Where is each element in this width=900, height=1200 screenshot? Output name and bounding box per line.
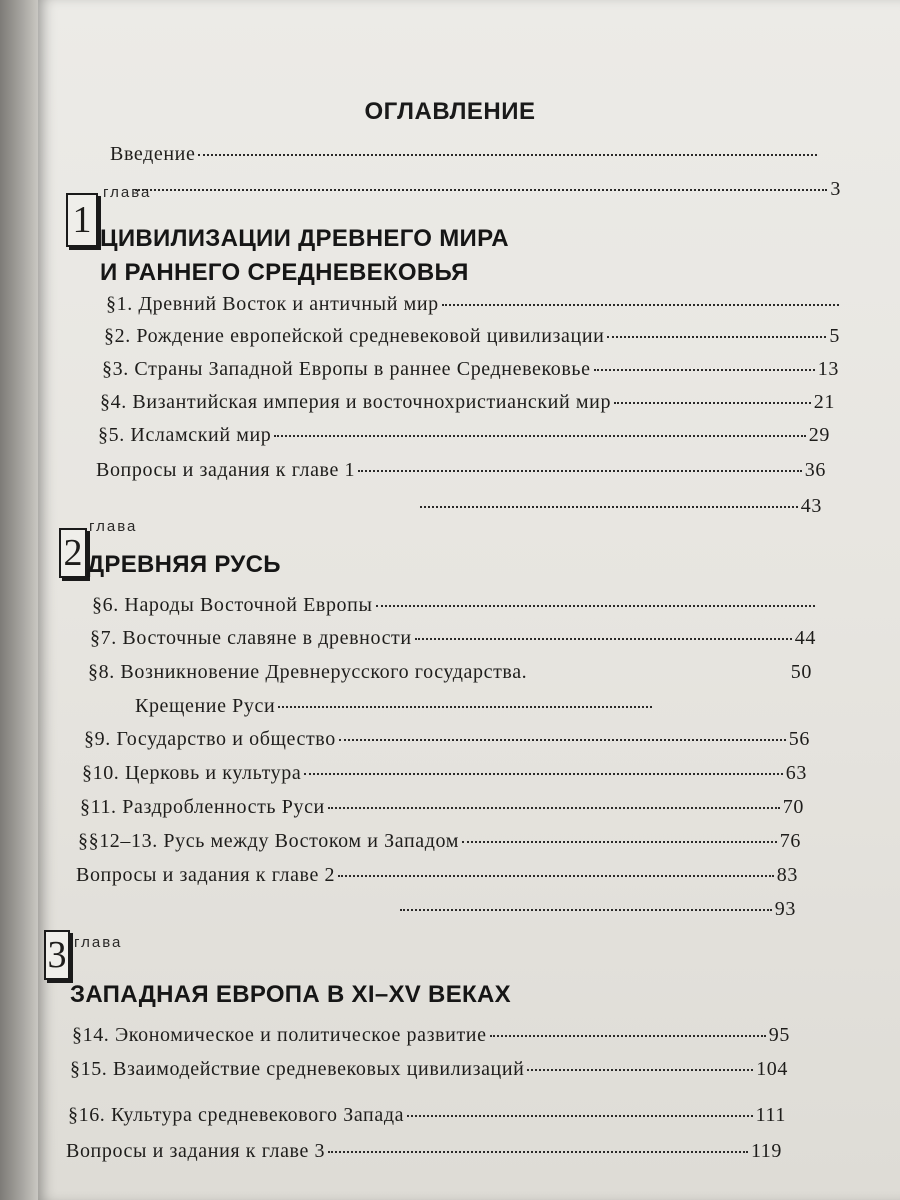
dot-leader bbox=[462, 841, 777, 843]
toc-page-number: 111 bbox=[755, 1104, 786, 1126]
toc-entry-continuation bbox=[135, 695, 655, 718]
dot-leader bbox=[328, 1151, 748, 1153]
toc-page-number: 93 bbox=[774, 898, 796, 920]
toc-entry bbox=[84, 728, 810, 751]
toc-entry bbox=[90, 627, 816, 650]
chapter-title bbox=[70, 978, 511, 1012]
dot-leader bbox=[415, 638, 792, 640]
dot-leader bbox=[328, 807, 780, 809]
toc-entry-label: §2. Рождение европейской средневековой цивилизации bbox=[104, 325, 605, 347]
chapter-word: глава bbox=[103, 184, 152, 201]
dot-leader bbox=[614, 402, 811, 404]
dot-leader bbox=[304, 773, 782, 775]
toc-entry bbox=[80, 796, 804, 819]
dot-leader bbox=[339, 739, 786, 741]
toc-entry bbox=[98, 424, 830, 447]
toc-entry-label: §11. Раздробленность Руси bbox=[80, 796, 325, 818]
toc-entry-label: Вопросы и задания к главе 1 bbox=[96, 459, 356, 481]
toc-entry bbox=[102, 358, 839, 381]
toc-page-number: 95 bbox=[768, 1024, 790, 1046]
toc-entry-intro-page bbox=[135, 178, 841, 201]
chapter-title bbox=[100, 222, 509, 290]
dot-leader bbox=[278, 706, 652, 708]
chapter-title-line: И РАННЕГО СРЕДНЕВЕКОВЬЯ bbox=[100, 259, 469, 286]
chapter-number-badge: 2 bbox=[59, 528, 87, 578]
toc-page-number: 36 bbox=[804, 459, 826, 481]
dot-leader bbox=[607, 336, 826, 338]
toc-page-number: 119 bbox=[750, 1140, 782, 1162]
chapter-title bbox=[87, 548, 281, 582]
toc-page-number: 3 bbox=[830, 178, 841, 200]
dot-leader bbox=[594, 369, 815, 371]
toc-page-number: 70 bbox=[782, 796, 804, 818]
toc-page-number: 83 bbox=[776, 864, 798, 886]
toc-page-number: 21 bbox=[813, 391, 835, 413]
toc-entry bbox=[66, 1140, 782, 1163]
chapter-number-badge: 1 bbox=[66, 193, 98, 247]
toc-page-number: 56 bbox=[788, 728, 810, 750]
toc-page-number: 50 bbox=[790, 661, 812, 683]
toc-entry bbox=[92, 594, 818, 617]
toc-entry-page-line bbox=[400, 898, 796, 921]
toc-entry-label: §§12–13. Русь между Востоком и Западом bbox=[78, 830, 459, 852]
toc-entry bbox=[100, 391, 835, 414]
previous-page-edge bbox=[0, 0, 38, 1200]
toc-entry-label: Крещение Руси bbox=[135, 695, 276, 717]
toc-entry-label: §3. Страны Западной Европы в раннее Средневековье bbox=[102, 358, 591, 380]
toc-page-number: 44 bbox=[794, 627, 816, 649]
toc-entry-label: §1. Древний Восток и античный мир bbox=[106, 293, 439, 315]
toc-entry-label: §16. Культура средневекового Запада bbox=[68, 1104, 405, 1126]
dot-leader bbox=[338, 875, 774, 877]
dot-leader bbox=[400, 909, 772, 911]
toc-entry-label: §4. Византийская империя и восточнохристианский мир bbox=[100, 391, 612, 413]
toc-entry bbox=[72, 1024, 790, 1047]
toc-entry-intro bbox=[110, 143, 820, 166]
page-title: ОГЛАВЛЕНИЕ bbox=[364, 98, 536, 125]
toc-page-number: 29 bbox=[808, 424, 830, 446]
dot-leader bbox=[135, 189, 827, 191]
toc-page-number: 43 bbox=[800, 495, 822, 517]
toc-entry bbox=[88, 661, 812, 684]
chapter-word: глава bbox=[74, 934, 123, 951]
toc-entry-label: §8. Возникновение Древнерусского государства. bbox=[88, 661, 528, 683]
dot-leader bbox=[198, 154, 817, 156]
dot-leader bbox=[274, 435, 805, 437]
dot-leader bbox=[376, 605, 816, 607]
toc-entry-label: Введение bbox=[110, 143, 196, 165]
toc-entry-label: §5. Исламский мир bbox=[98, 424, 272, 446]
toc-entry bbox=[96, 459, 826, 482]
chapter-word: глава bbox=[89, 518, 138, 535]
chapter-title-line: ЦИВИЛИЗАЦИИ ДРЕВНЕГО МИРА bbox=[100, 225, 509, 252]
toc-page-number: 76 bbox=[779, 830, 801, 852]
dot-leader bbox=[420, 506, 798, 508]
toc-entry-page-line bbox=[420, 495, 822, 518]
toc-entry bbox=[68, 1104, 786, 1127]
toc-entry bbox=[82, 762, 807, 785]
toc-entry-label: §14. Экономическое и политическое развитие bbox=[72, 1024, 487, 1046]
toc-entry-label: §15. Взаимодействие средневековых цивилизаций bbox=[70, 1058, 525, 1080]
dot-leader bbox=[442, 304, 839, 306]
toc-entry bbox=[104, 325, 840, 348]
dot-leader bbox=[358, 470, 802, 472]
toc-entry-label: §9. Государство и общество bbox=[84, 728, 336, 750]
toc-page-number: 104 bbox=[756, 1058, 788, 1080]
toc-entry-label: §6. Народы Восточной Европы bbox=[92, 594, 373, 616]
chapter-title-line: ДРЕВНЯЯ РУСЬ bbox=[87, 551, 281, 578]
toc-entry-label: §7. Восточные славяне в древности bbox=[90, 627, 412, 649]
toc-entry bbox=[70, 1058, 788, 1081]
chapter-number-badge: 3 bbox=[44, 930, 70, 980]
toc-page-number: 13 bbox=[817, 358, 839, 380]
dot-leader bbox=[490, 1035, 766, 1037]
toc-entry-label: Вопросы и задания к главе 2 bbox=[76, 864, 336, 886]
toc-page-number: 63 bbox=[785, 762, 807, 784]
dot-leader bbox=[407, 1115, 753, 1117]
chapter-title-line: ЗАПАДНАЯ ЕВРОПА В XI–XV ВЕКАХ bbox=[70, 981, 511, 1008]
toc-entry bbox=[106, 293, 842, 316]
toc-entry-label: Вопросы и задания к главе 3 bbox=[66, 1140, 326, 1162]
dot-leader bbox=[527, 1069, 753, 1071]
toc-page-number: 5 bbox=[829, 325, 840, 347]
toc-entry bbox=[76, 864, 798, 887]
toc-entry bbox=[78, 830, 801, 853]
toc-entry-label: §10. Церковь и культура bbox=[82, 762, 302, 784]
